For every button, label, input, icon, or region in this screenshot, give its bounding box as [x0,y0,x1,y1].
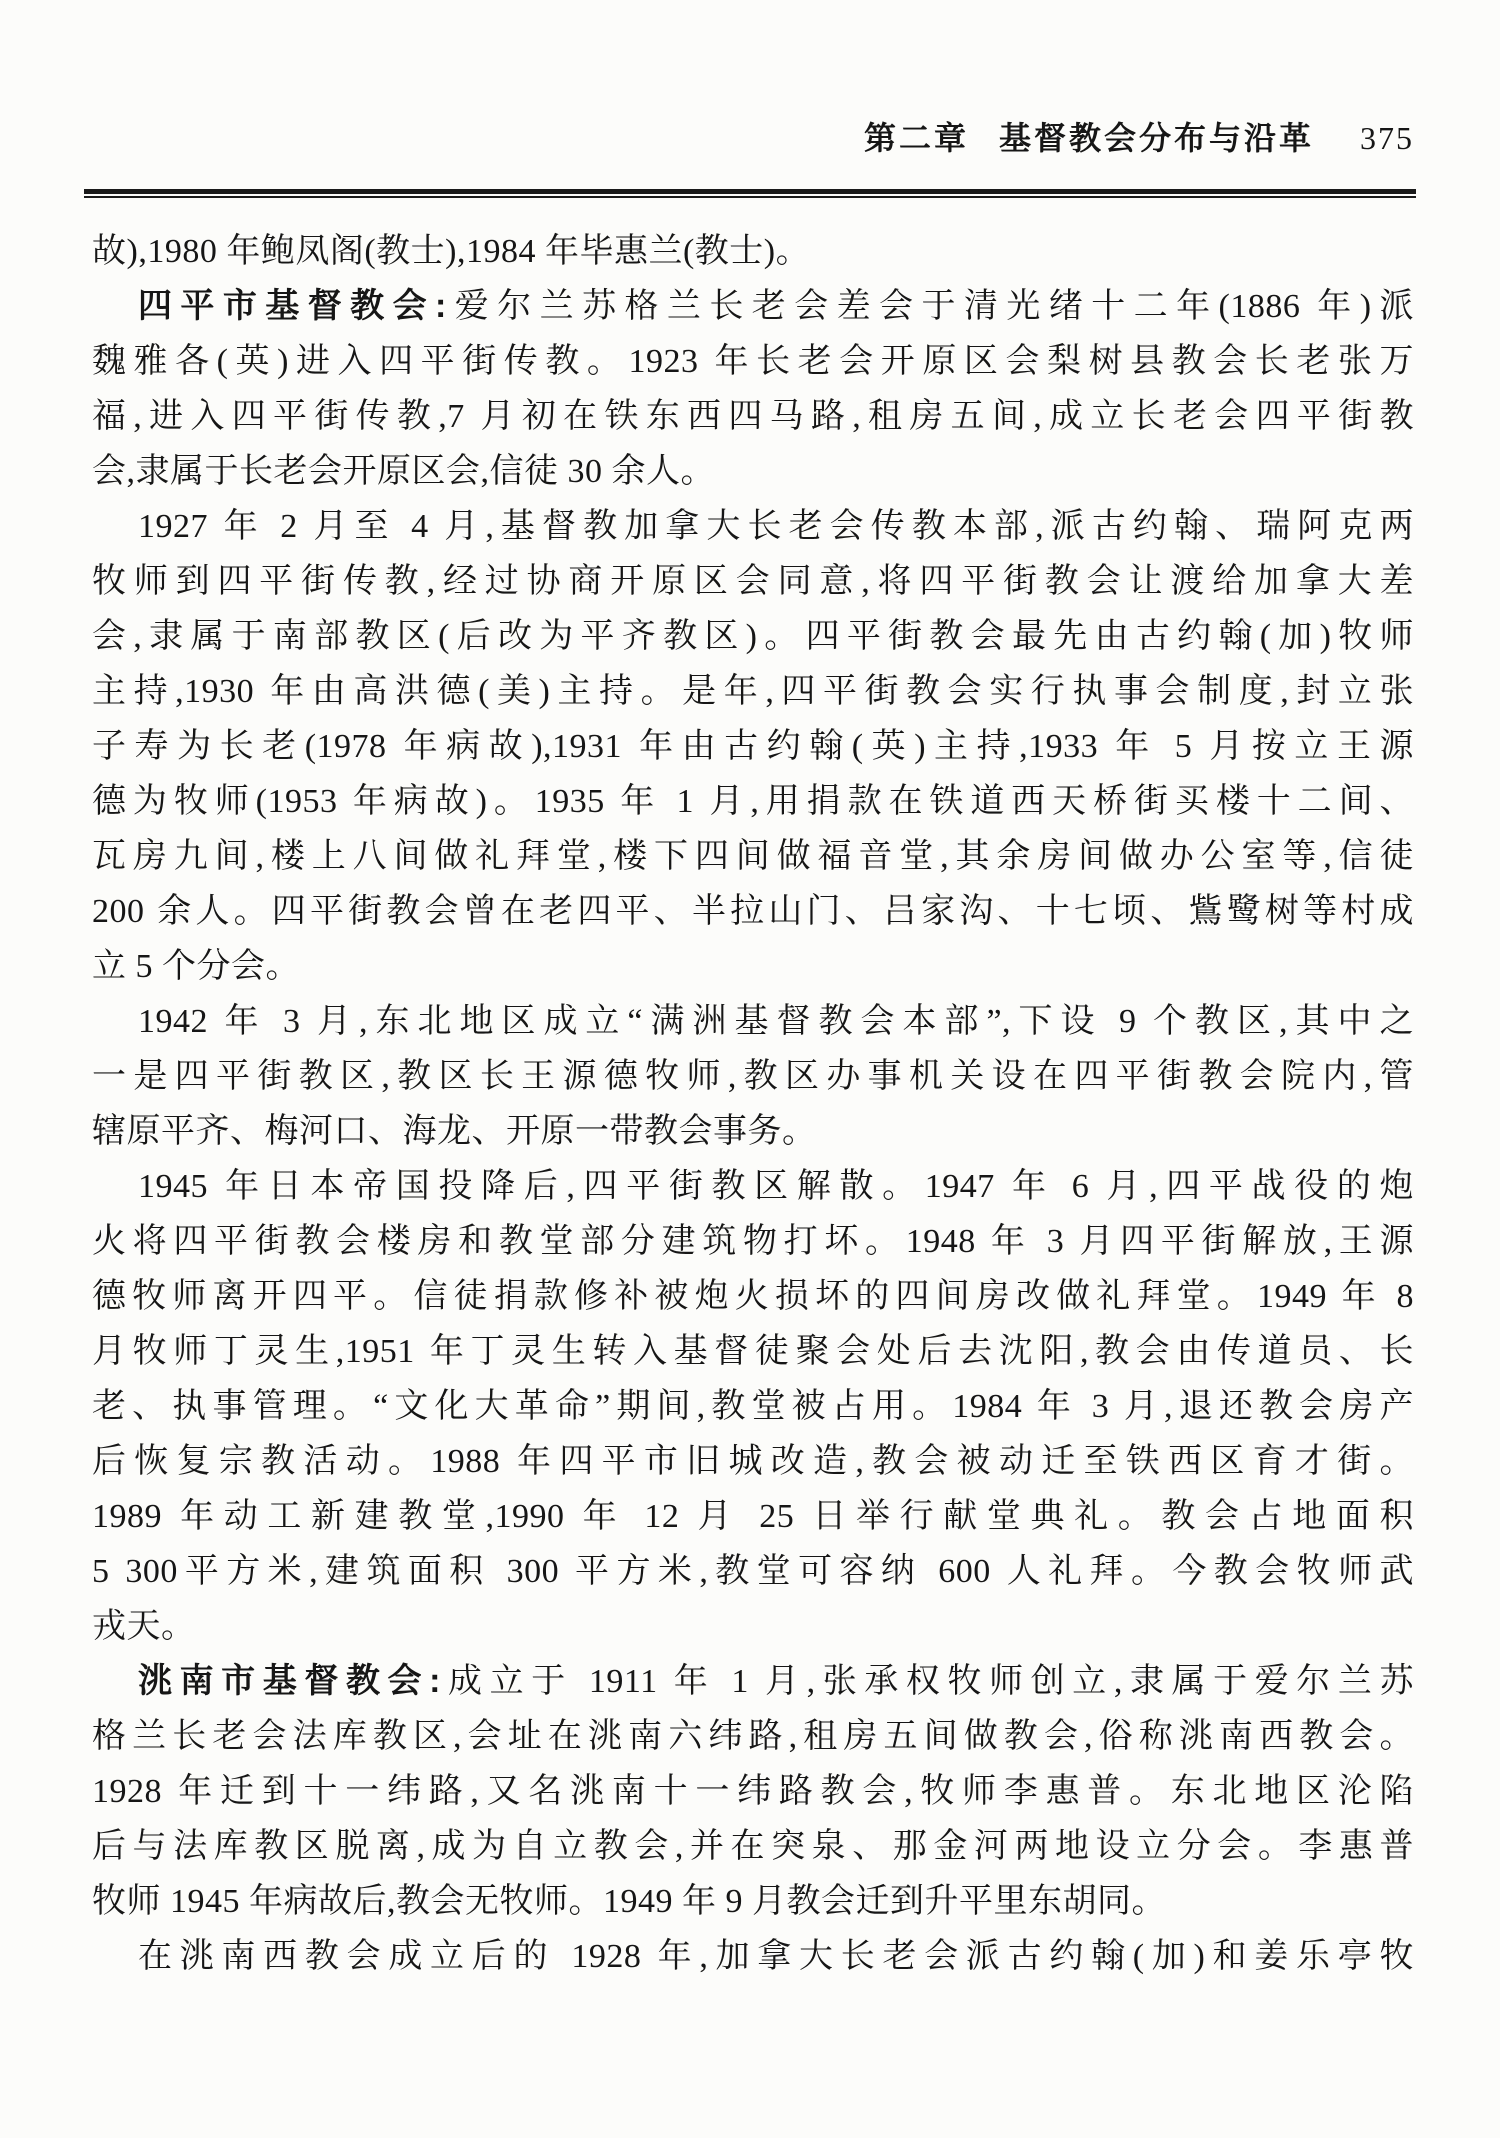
text-line: 200 余人。四平街教会曾在老四平、半拉山门、吕家沟、十七顷、鴜鹭树等村成 [92,893,1414,930]
running-header [85,118,1414,158]
text-line: 格兰长老会法库教区,会址在洮南六纬路,租房五间做教会,俗称洮南西教会。 [92,1718,1414,1755]
text-line: 火将四平街教会楼房和教堂部分建筑物打坏。1948 年 3 月四平街解放,王源 [92,1223,1414,1260]
text-line: 德牧师离开四平。信徒捐款修补被炮火损坏的四间房改做礼拜堂。1949 年 8 [92,1278,1414,1315]
chapter-label: 第二章 [863,120,969,156]
text-line: 1989 年动工新建教堂,1990 年 12 月 25 日举行献堂典礼。教会占地面积 [92,1498,1414,1535]
text-line: 牧师 1945 年病故后,教会无牧师。1949 年 9 月教会迁到升平里东胡同。 [92,1883,1166,1920]
text-line: 会,隶属于长老会开原区会,信徒 30 余人。 [92,453,715,490]
text-line: 老、执事管理。“文化大革命”期间,教堂被占用。1984 年 3 月,退还教会房产 [92,1388,1414,1425]
text-line: 子寿为长老(1978 年病故),1931 年由古约翰(英)主持,1933 年 5 月按立王源 [92,728,1414,765]
page-number: 375 [1360,120,1414,156]
text-line: 会,隶属于南部教区(后改为平齐教区)。四平街教会最先由古约翰(加)牧师 [92,618,1414,655]
text-line: 后恢复宗教活动。1988 年四平市旧城改造,教会被动迁至铁西区育才街。 [92,1443,1414,1480]
chapter-title: 基督教会分布与沿革 [998,120,1314,156]
header-rule-thin-line [84,196,1416,198]
header-rule-thick-line [84,189,1416,194]
text-line: 1927 年 2 月至 4 月,基督教加拿大长老会传教本部,派古约翰、瑞阿克两 [138,508,1414,545]
text-line: 魏雅各(英)进入四平街传教。1923 年长老会开原区会梨树县教会长老张万 [92,343,1414,380]
text-line: 洮南市基督教会:成立于 1911 年 1 月,张承权牧师创立,隶属于爱尔兰苏 [138,1662,1414,1700]
text-line: 辖原平齐、梅河口、海龙、开原一带教会事务。 [92,1113,817,1150]
text-line: 戎天。 [92,1608,196,1645]
text-line: 在洮南西教会成立后的 1928 年,加拿大长老会派古约翰(加)和姜乐亭牧 [138,1938,1414,1975]
text-line: 故),1980 年鲍凤阁(教士),1984 年毕惠兰(教士)。 [92,233,811,270]
text-line: 牧师到四平街传教,经过协商开原区会同意,将四平街教会让渡给加拿大差 [92,563,1414,600]
body-text [92,224,1414,1984]
text-line: 1928 年迁到十一纬路,又名洮南十一纬路教会,牧师李惠普。东北地区沦陷 [92,1773,1414,1810]
text-line: 5 300平方米,建筑面积 300 平方米,教堂可容纳 600 人礼拜。今教会牧师武 [92,1553,1414,1590]
text-line: 德为牧师(1953 年病故)。1935 年 1 月,用捐款在铁道西天桥街买楼十二间、 [92,783,1414,820]
text-line: 主持,1930 年由高洪德(美)主持。是年,四平街教会实行执事会制度,封立张 [92,673,1414,710]
entry-title: 洮南市基督教会: [138,1662,441,1700]
header-rule [84,189,1416,198]
text-line: 1945 年日本帝国投降后,四平街教区解散。1947 年 6 月,四平战役的炮 [138,1168,1414,1205]
text-line: 立 5 个分会。 [92,948,300,985]
text-line: 福,进入四平街传教,7 月初在铁东西四马路,租房五间,成立长老会四平街教 [92,398,1414,435]
text-line: 瓦房九间,楼上八间做礼拜堂,楼下四间做福音堂,其余房间做办公室等,信徒 [92,838,1414,875]
text-line: 1942 年 3 月,东北地区成立“满洲基督教会本部”,下设 9 个教区,其中之 [138,1003,1414,1040]
text-line: 后与法库教区脱离,成为自立教会,并在突泉、那金河两地设立分会。李惠普 [92,1828,1414,1865]
text-line: 一是四平街教区,教区长王源德牧师,教区办事机关设在四平街教会院内,管 [92,1058,1414,1095]
text-line: 月牧师丁灵生,1951 年丁灵生转入基督徒聚会处后去沈阳,教会由传道员、长 [92,1333,1414,1370]
text-line: 四平市基督教会:爱尔兰苏格兰长老会差会于清光绪十二年(1886 年)派 [138,287,1414,325]
entry-title: 四平市基督教会: [138,287,447,325]
